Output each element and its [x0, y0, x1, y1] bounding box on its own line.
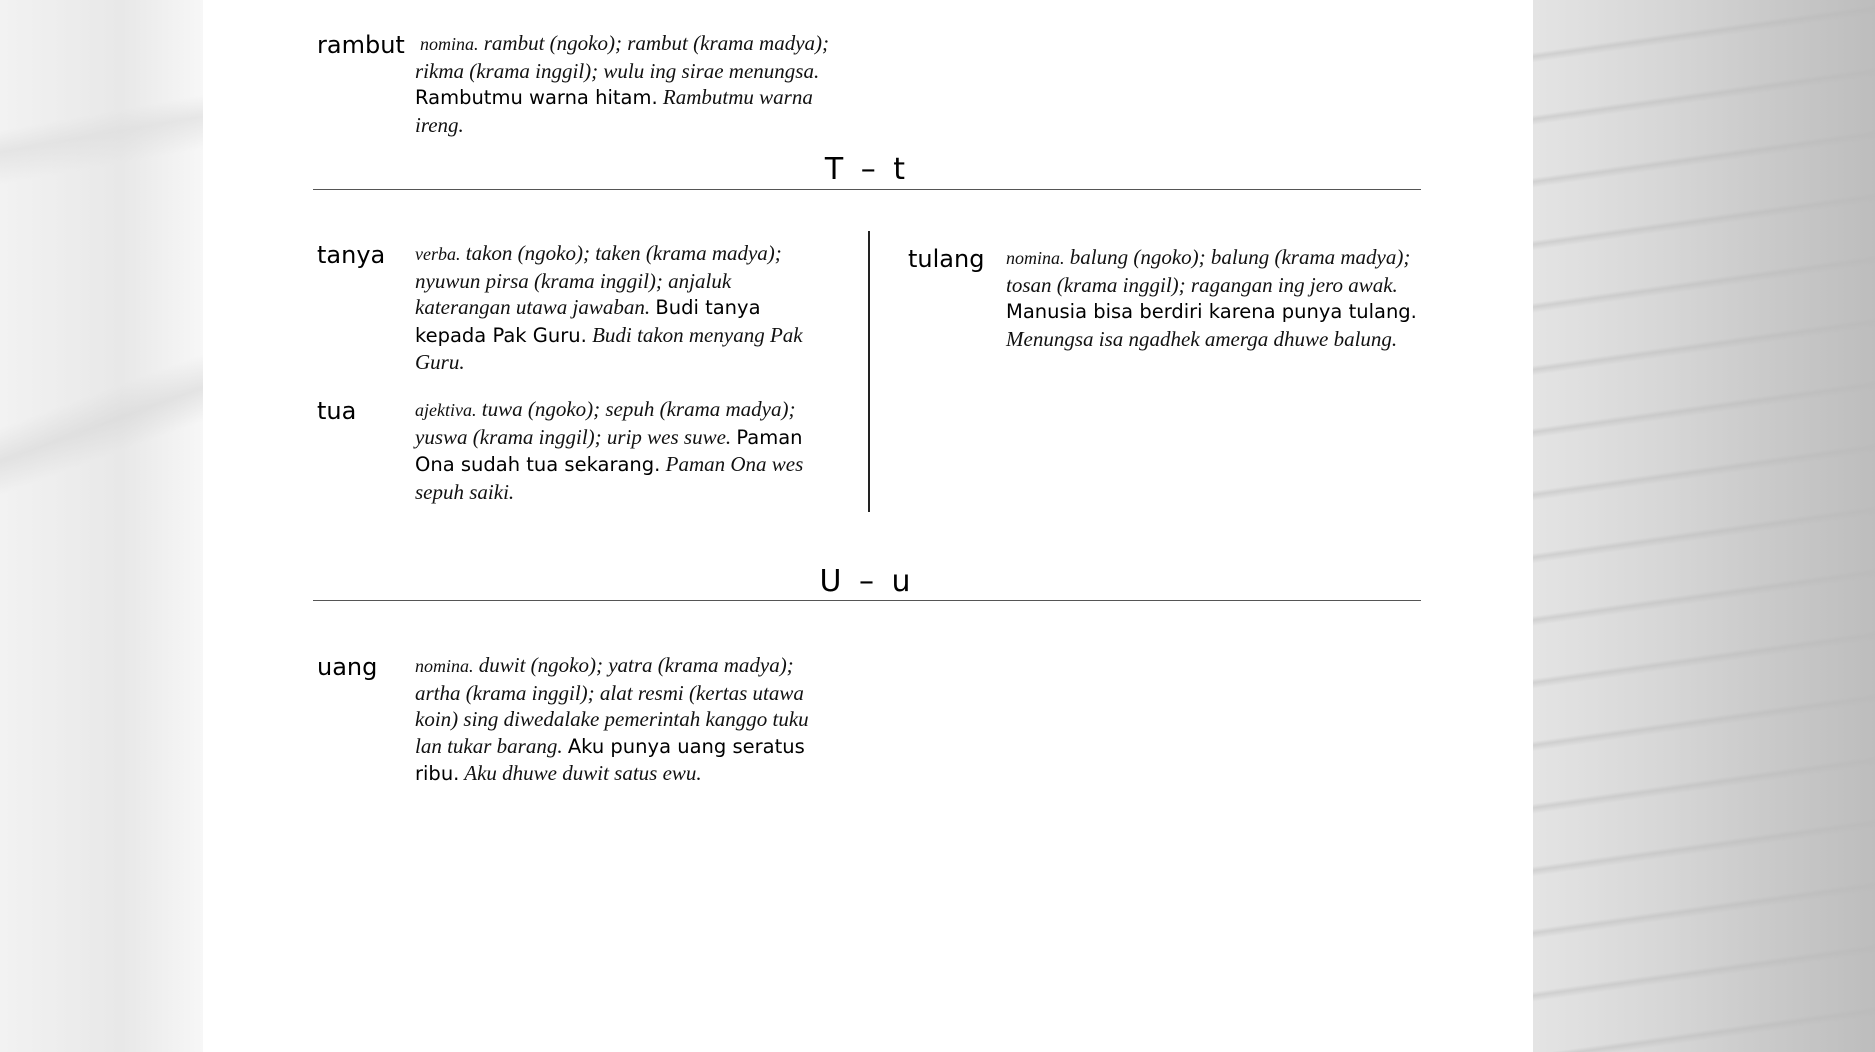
entry-tanya: [317, 240, 837, 390]
section-title-t: T – t: [824, 152, 910, 187]
section-divider-t: [313, 189, 1421, 190]
column-divider: [868, 231, 870, 512]
example-sentence: Budi tanya kepada Pak Guru.: [415, 296, 761, 347]
example-sentence: Paman Ona sudah tua sekarang.: [415, 425, 803, 476]
entry-uang: [317, 652, 837, 802]
background-right: [1533, 0, 1875, 1052]
part-of-speech: nomina.: [1006, 248, 1065, 268]
definition-text: tuwa (ngoko); sepuh (krama madya); yuswa (krama inggil); urip wes suwe.: [415, 397, 796, 449]
example-translation: Budi takon menyang Pak Guru.: [415, 322, 803, 374]
headword: rambut: [317, 31, 405, 59]
definition: [415, 30, 835, 138]
section-divider-u: [313, 600, 1421, 601]
example-sentence: Manusia bisa berdiri karena punya tulang.: [1006, 300, 1417, 323]
definition-text: rambut (ngoko); rambut (krama madya); rikma (krama inggil); wulu ing sirae menungsa.: [415, 31, 830, 83]
headword: tua: [317, 397, 357, 425]
example-translation: Paman Ona wes sepuh saiki.: [415, 452, 804, 504]
part-of-speech: verba.: [415, 244, 461, 264]
entry-tulang: [908, 244, 1428, 394]
definition: [1006, 244, 1421, 352]
headword: uang: [317, 653, 378, 681]
definition: [415, 240, 830, 376]
definition-text: balung (ngoko); balung (krama madya); tosan (krama inggil); ragangan ing jero awak.: [1006, 245, 1411, 297]
definition-text: takon (ngoko); taken (krama madya); nyuwun pirsa (krama inggil); anjaluk katerangan utawa jawaban.: [415, 241, 782, 319]
example-sentence: Rambutmu warna hitam.: [415, 86, 658, 109]
entry-rambut: [317, 30, 1037, 145]
definition-text: duwit (ngoko); yatra (krama madya); artha (krama inggil); alat resmi (kertas utawa koin) sing diwedalake pemerintah kanggo tuku lan tukar barang.: [415, 653, 809, 758]
background-left: [0, 0, 203, 1052]
definition: [415, 396, 830, 505]
example-translation: Rambutmu warna ireng.: [415, 85, 813, 137]
part-of-speech: nomina.: [415, 656, 474, 676]
definition: [415, 652, 840, 788]
headword: tanya: [317, 241, 386, 269]
example-sentence: Aku punya uang seratus ribu.: [415, 734, 805, 785]
section-title-u: U – u: [819, 564, 915, 599]
example-translation: Menungsa isa ngadhek amerga dhuwe balung.: [1006, 326, 1398, 351]
headword: tulang: [908, 245, 985, 273]
dictionary-page: [203, 0, 1533, 1052]
part-of-speech: nomina.: [420, 34, 479, 54]
example-translation: Aku dhuwe duwit satus ewu.: [459, 761, 702, 785]
part-of-speech: ajektiva.: [415, 400, 477, 420]
entry-tua: [317, 396, 837, 516]
